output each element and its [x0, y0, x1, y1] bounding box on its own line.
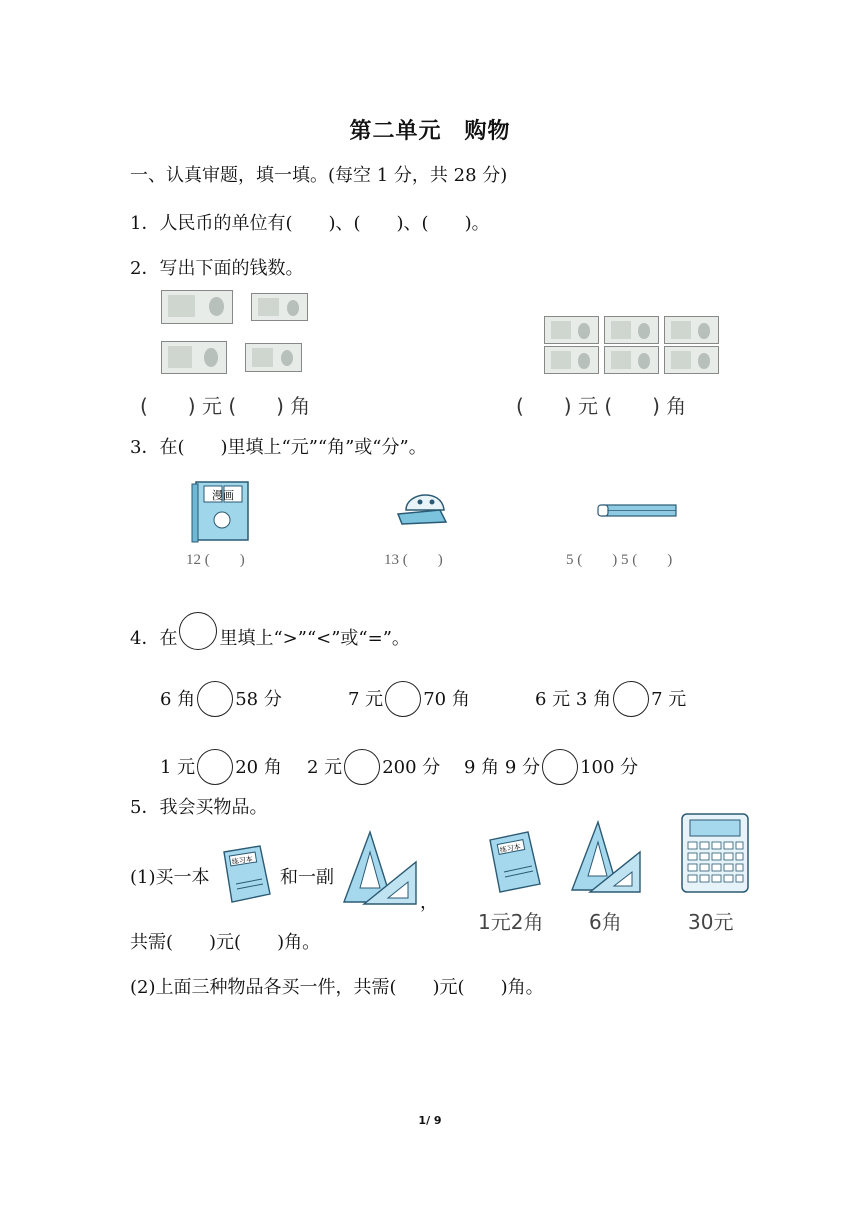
compare-right: 7 元 — [651, 689, 687, 710]
comic-title: 漫画 — [212, 489, 234, 502]
banknote-1-jiao — [245, 343, 302, 372]
page-title: 第二单元 购物 — [349, 119, 511, 144]
compare-right: 58 分 — [235, 689, 282, 710]
compare-circle[interactable] — [197, 749, 233, 785]
compare-left: 6 角 — [160, 689, 196, 710]
comic-price: 12 ( ) — [186, 552, 245, 568]
question-1: 1．人民币的单位有( )、( )、( )。 — [130, 213, 490, 234]
compare-item — [160, 681, 282, 717]
notebook-label: 练习本 — [231, 855, 254, 867]
triangle-ruler-image — [340, 828, 420, 906]
banknote-1-jiao — [544, 346, 599, 374]
compare-left: 6 元 3 角 — [535, 689, 612, 710]
q2-answer-left: ( ) 元 ( ) 角 — [140, 394, 311, 418]
q2-answer-right: ( ) 元 ( ) 角 — [516, 394, 687, 418]
q5-part1-text-a: (1)买一本 — [130, 867, 210, 888]
banknote-1-jiao — [251, 293, 308, 321]
notebook-image — [218, 844, 276, 904]
q5-part1-line2: 共需( )元( )角。 — [130, 932, 321, 953]
q4-suffix: 里填上“>”“<”或“=”。 — [219, 628, 410, 649]
compare-left: 9 角 9 分 — [464, 757, 541, 778]
compare-left: 2 元 — [307, 757, 343, 778]
ruler-price: 6角 — [589, 910, 622, 934]
compare-circle[interactable] — [613, 681, 649, 717]
triangle-ruler-image — [568, 818, 644, 894]
compare-right: 200 分 — [382, 757, 441, 778]
question-2: 2．写出下面的钱数。 — [130, 258, 304, 279]
compare-left: 7 元 — [348, 689, 384, 710]
cap-price: 13 ( ) — [384, 552, 443, 568]
compare-circle-example — [179, 612, 217, 650]
question-5: 5．我会买物品。 — [130, 797, 268, 818]
q5-part2: (2)上面三种物品各买一件，共需( )元( )角。 — [130, 977, 544, 998]
q5-part1-text-c: ， — [420, 892, 438, 913]
compare-right: 20 角 — [235, 757, 282, 778]
compare-item — [464, 749, 638, 785]
banknote-1-jiao — [664, 316, 719, 344]
banknote-1-jiao — [604, 316, 659, 344]
q5-part1-text-b: 和一副 — [280, 867, 334, 888]
notebook-label: 练习本 — [499, 842, 522, 855]
compare-circle[interactable] — [385, 681, 421, 717]
compare-circle[interactable] — [344, 749, 380, 785]
banknote-1-jiao — [664, 346, 719, 374]
question-3: 3．在( )里填上“元”“角”或“分”。 — [130, 437, 427, 458]
banknote-10-yuan — [161, 290, 233, 324]
pencil-price: 5 ( ) 5 ( ) — [566, 552, 673, 568]
question-4 — [130, 612, 410, 650]
section-heading: 一、认真审题，填一填。(每空 1 分，共 28 分) — [130, 165, 508, 186]
notebook-price: 1元2角 — [478, 910, 544, 934]
notebook-image — [486, 830, 546, 894]
compare-item — [348, 681, 470, 717]
compare-item — [160, 749, 282, 785]
pencil-image — [596, 502, 680, 520]
compare-item — [535, 681, 686, 717]
cap-image — [396, 484, 452, 530]
compare-right: 100 分 — [580, 757, 639, 778]
page-number: 1/ 9 — [418, 1114, 442, 1127]
comic-book-image — [190, 478, 254, 544]
q4-prefix: 4．在 — [130, 628, 178, 649]
compare-right: 70 角 — [423, 689, 470, 710]
compare-item — [307, 749, 440, 785]
calculator-image — [680, 812, 750, 894]
calculator-price: 30元 — [688, 910, 734, 934]
compare-circle[interactable] — [197, 681, 233, 717]
compare-left: 1 元 — [160, 757, 196, 778]
compare-circle[interactable] — [542, 749, 578, 785]
banknote-5-yuan — [161, 341, 227, 374]
banknote-1-jiao — [604, 346, 659, 374]
banknote-1-jiao — [544, 316, 599, 344]
